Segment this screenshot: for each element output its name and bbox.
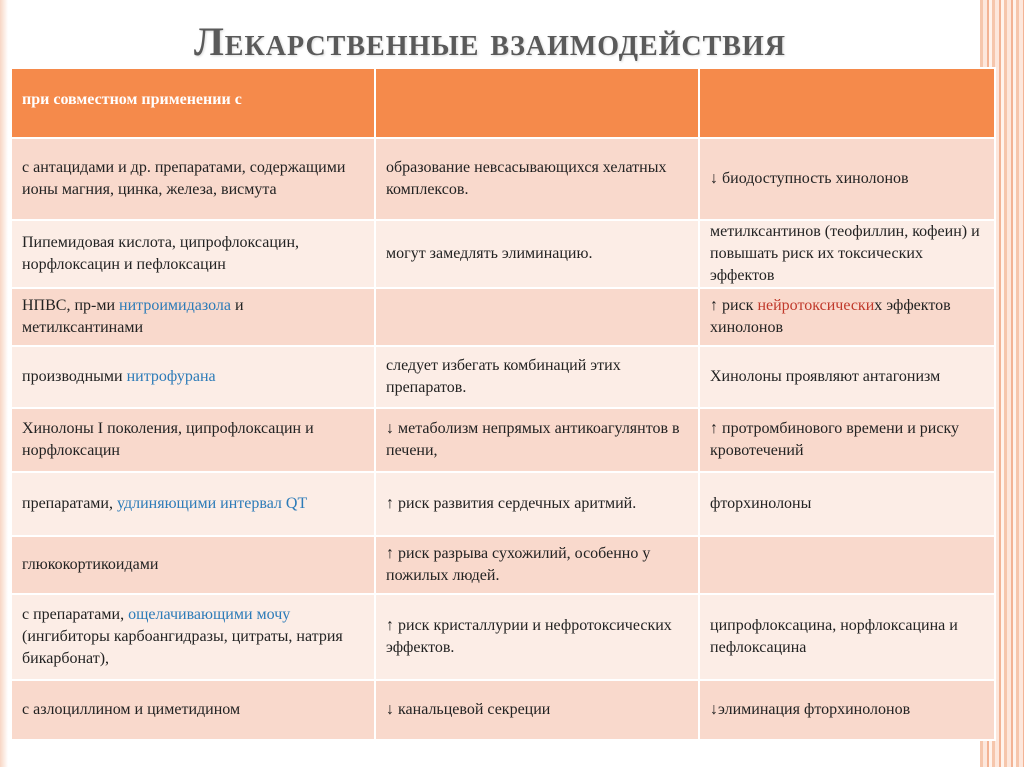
table-row (11, 138, 995, 220)
cell-drug-combination (11, 220, 375, 288)
cell-interaction-effect (375, 594, 699, 680)
cell-drug-combination (11, 346, 375, 408)
cell-text: могут замедлять элиминацию. (386, 245, 593, 262)
cell-drug-combination (11, 472, 375, 536)
cell-clinical-result (699, 288, 995, 346)
cell-text: препаратами, (22, 495, 117, 512)
cell-interaction-effect (375, 220, 699, 288)
interactions-table (10, 67, 996, 741)
cell-text: образование невсасывающихся хелатных комплексов. (386, 159, 667, 198)
slide-title: Лекарственные взаимодействия (194, 19, 786, 64)
cell-text: метилксантинов (теофиллин, кофеин) и повышать риск их токсических эффектов (710, 223, 980, 284)
cell-text: НПВС, пр-ми (22, 297, 120, 314)
cell-clinical-result (699, 220, 995, 288)
table-row (11, 472, 995, 536)
cell-drug-combination (11, 408, 375, 472)
cell-drug-combination (11, 536, 375, 594)
cell-text: ципрофлоксацина, норфлоксацина и пефлоксацина (710, 617, 958, 656)
table-header-row (11, 68, 995, 138)
cell-text: ↑ риск развития сердечных аритмий. (386, 495, 637, 512)
header-col-result (699, 68, 995, 138)
cell-text: ↑ риск кристаллурии и нефротоксических эффектов. (386, 617, 672, 656)
cell-text: с азлоциллином и циметидином (22, 701, 241, 718)
highlighted-term: нейротоксически (757, 297, 875, 314)
cell-clinical-result (699, 680, 995, 740)
cell-text: следует избегать комбинаций этих препаратов. (386, 357, 621, 396)
cell-text: х эффектов хинолонов (710, 297, 951, 336)
highlighted-term: ощелачивающими мочу (128, 606, 291, 623)
cell-text: (ингибиторы карбоангидразы, цитраты, натрия бикарбонат), (22, 628, 343, 667)
cell-drug-combination (11, 680, 375, 740)
cell-text: Хинолоны I поколения, ципрофлоксацин и норфлоксацин (22, 420, 314, 459)
cell-interaction-effect (375, 536, 699, 594)
cell-clinical-result (699, 346, 995, 408)
header-col-effect (375, 68, 699, 138)
cell-drug-combination (11, 288, 375, 346)
cell-interaction-effect (375, 472, 699, 536)
highlighted-term: нитрофурана (126, 368, 216, 385)
header-col-combination: при совместном применении с (11, 68, 375, 138)
cell-text: ↓ метаболизм непрямых антикоагулянтов в печени, (386, 420, 680, 459)
cell-text: ↓элиминация фторхинолонов (710, 701, 911, 718)
cell-clinical-result (699, 138, 995, 220)
cell-text: ↑ риск разрыва сухожилий, особенно у пожилых людей. (386, 545, 651, 584)
cell-text: глюкокортикоидами (22, 556, 159, 573)
cell-clinical-result (699, 472, 995, 536)
cell-text: ↑ протромбинового времени и риску кровотечений (710, 420, 960, 459)
highlighted-term: удлиняющими интервал QT (117, 495, 308, 512)
table-row (11, 346, 995, 408)
cell-text: Хинолоны проявляют антагонизм (710, 368, 941, 385)
cell-interaction-effect (375, 138, 699, 220)
table-row (11, 536, 995, 594)
cell-interaction-effect (375, 680, 699, 740)
table-row (11, 594, 995, 680)
cell-drug-combination (11, 138, 375, 220)
table-row (11, 680, 995, 740)
table-body (11, 138, 995, 740)
cell-clinical-result (699, 408, 995, 472)
cell-text: фторхинолоны (710, 495, 812, 512)
cell-text: с антацидами и др. препаратами, содержащими ионы магния, цинка, железа, висмута (22, 159, 346, 198)
cell-drug-combination (11, 594, 375, 680)
cell-clinical-result (699, 536, 995, 594)
cell-interaction-effect (375, 346, 699, 408)
cell-text: и метилксантинами (22, 297, 244, 336)
cell-text: с препаратами, (22, 606, 129, 623)
cell-text: ↓ биодоступность хинолонов (710, 170, 909, 187)
cell-text: ↑ риск (710, 297, 758, 314)
cell-clinical-result (699, 594, 995, 680)
table-row (11, 288, 995, 346)
left-decorative-border (0, 0, 8, 767)
cell-text: производными (22, 368, 127, 385)
cell-text: Пипемидовая кислота, ципрофлоксацин, норфлоксацин и пефлоксацин (22, 234, 300, 273)
cell-interaction-effect (375, 288, 699, 346)
table-row (11, 408, 995, 472)
table-row (11, 220, 995, 288)
cell-interaction-effect (375, 408, 699, 472)
cell-text: ↓ канальцевой секреции (386, 701, 551, 718)
highlighted-term: нитроимидазола (119, 297, 231, 314)
